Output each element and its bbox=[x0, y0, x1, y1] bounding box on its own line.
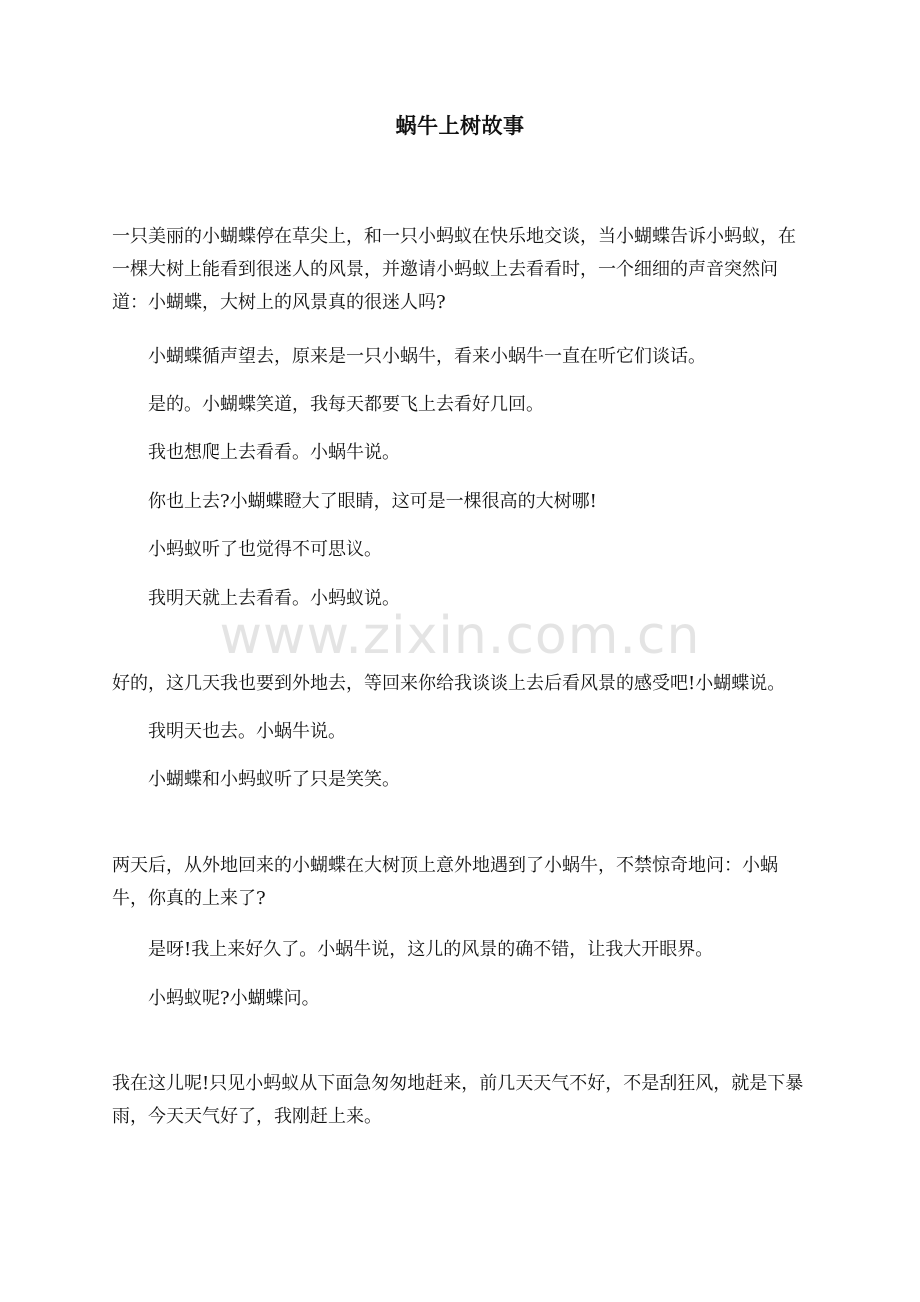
paragraph-8: 好的，这几天我也要到外地去，等回来你给我谈谈上去后看风景的感受吧!小蝴蝶说。 bbox=[112, 673, 786, 694]
paragraph-5: 你也上去?小蝴蝶瞪大了眼睛，这可是一棵很高的大树哪! bbox=[148, 491, 597, 512]
paragraph-7: 我明天就上去看看。小蚂蚁说。 bbox=[148, 588, 400, 609]
paragraph-13: 小蚂蚁呢?小蝴蝶问。 bbox=[148, 988, 320, 1009]
paragraph-11: 两天后，从外地回来的小蝴蝶在大树顶上意外地遇到了小蜗牛，不禁惊奇地问：小蜗牛，你真的上来了? bbox=[112, 855, 778, 909]
document-title: 蜗牛上树故事 bbox=[395, 114, 525, 138]
watermark: www.zixin.com.cn bbox=[219, 606, 701, 666]
paragraph-4: 我也想爬上去看看。小蜗牛说。 bbox=[148, 442, 400, 463]
paragraph-2: 小蝴蝶循声望去，原来是一只小蜗牛，看来小蜗牛一直在听它们谈话。 bbox=[148, 346, 706, 367]
paragraph-3: 是的。小蝴蝶笑道，我每天都要飞上去看好几回。 bbox=[148, 394, 544, 415]
paragraph-9: 我明天也去。小蜗牛说。 bbox=[148, 721, 346, 742]
paragraph-12: 是呀!我上来好久了。小蜗牛说，这儿的风景的确不错，让我大开眼界。 bbox=[148, 939, 714, 960]
paragraph-1: 一只美丽的小蝴蝶停在草尖上，和一只小蚂蚁在快乐地交谈，当小蝴蝶告诉小蚂蚁，在一棵大树上能看到很迷人的风景，并邀请小蚂蚁上去看看时，一个细细的声音突然问道：小蝴蝶，大树上的风景真的很迷人吗? bbox=[112, 226, 796, 313]
paragraph-14: 我在这儿呢!只见小蚂蚁从下面急匆匆地赶来，前几天天气不好，不是刮狂风，就是下暴雨，今天天气好了，我刚赶上来。 bbox=[112, 1073, 804, 1127]
paragraph-10: 小蝴蝶和小蚂蚁听了只是笑笑。 bbox=[148, 769, 400, 790]
paragraph-6: 小蚂蚁听了也觉得不可思议。 bbox=[148, 539, 382, 560]
